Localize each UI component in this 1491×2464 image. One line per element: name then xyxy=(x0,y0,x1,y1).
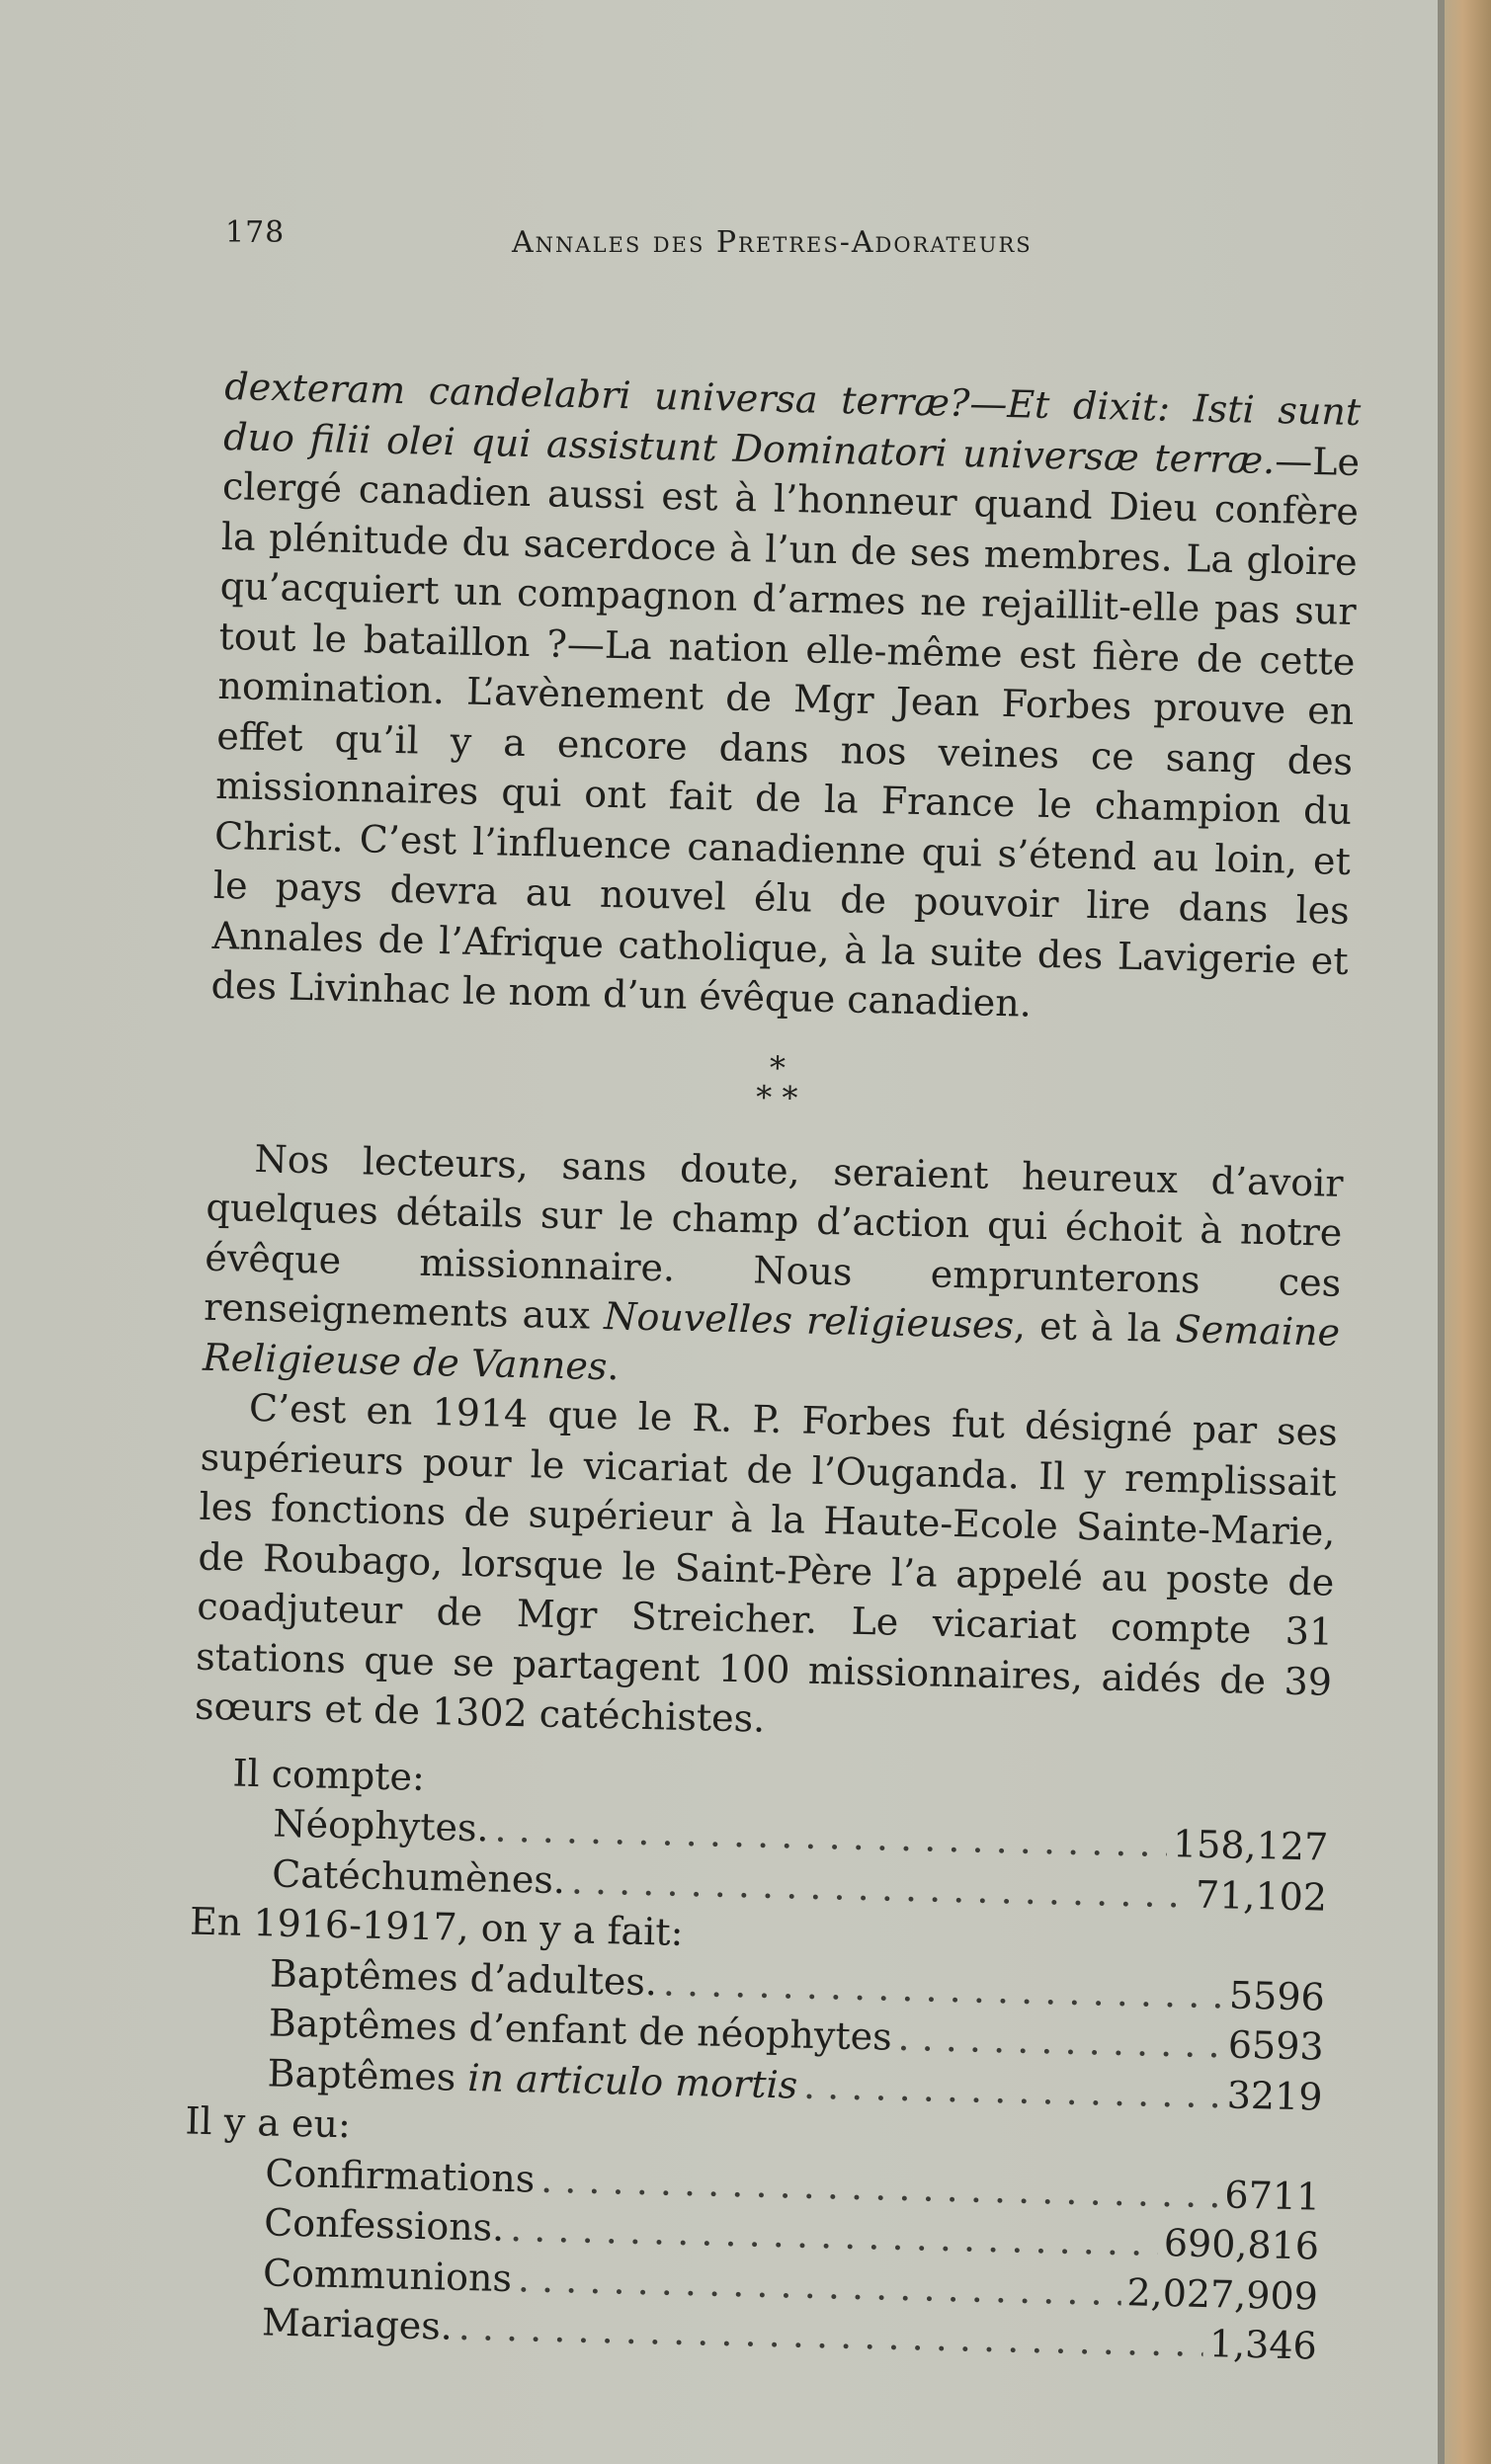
stats-row-value: 71,102 xyxy=(1195,1872,1328,1920)
stats-row-value: 2,027,909 xyxy=(1126,2269,1319,2319)
asterism-top: * xyxy=(769,1048,787,1087)
stats-row-label: Communions xyxy=(262,2250,513,2300)
asterism-bottom: * * xyxy=(755,1077,798,1116)
stats-row-value: 6593 xyxy=(1227,2022,1325,2069)
page-body xyxy=(180,362,1361,2371)
stats-row-label: Catéchumènes. xyxy=(271,1850,566,1902)
stats-row-value: 3219 xyxy=(1226,2072,1323,2119)
page-header xyxy=(225,215,1362,263)
stats-row-value: 5596 xyxy=(1228,1972,1326,2019)
paragraph-2 xyxy=(203,1132,1344,1408)
stats-heading-label: Il y a eu: xyxy=(185,2098,352,2147)
source-semaine-religieuse: Semaine Religieuse de Vannes xyxy=(202,1307,1341,1388)
stats-row-label: Néophytes. xyxy=(272,1801,490,1850)
paragraph-2-text-c: . xyxy=(606,1344,620,1388)
asterism-divider xyxy=(208,1039,1346,1124)
page-edge xyxy=(1445,0,1491,2464)
stats-row-value: 1,346 xyxy=(1208,2322,1318,2368)
stats-row-label: Confessions. xyxy=(263,2200,505,2250)
paragraph-2-text-a: Nos lecteurs, sans doute, seraient heureux d’avoir quelques détails sur le champ d’action qui échoit à notre évêque missionnaire. Nous emprunterons ces renseignements aux xyxy=(203,1136,1344,1338)
running-head: Annales des Pretres-Adorateurs xyxy=(512,225,1033,260)
stats-heading-label: En 1916-1917, on y a fait: xyxy=(189,1899,684,1954)
page-number: 178 xyxy=(225,215,286,250)
paragraph-2-text-b: , et à la xyxy=(1013,1303,1177,1352)
stats-heading-label: Il compte: xyxy=(232,1751,426,1799)
stats-row-label: Baptêmes d’adultes. xyxy=(269,1950,658,2004)
source-nouvelles-religieuses: Nouvelles religieuses xyxy=(603,1293,1015,1348)
paragraph-1-text: —Le clergé canadien aussi est à l’honneur quand Dieu confère la plénitude du sacerdoce à l’un de ses membres. La gloire qu’acquiert un compagnon d’armes ne rejaillit-elle pas sur tout le bataillon ?—La nation elle-même est fière de cette nomination. L’avènement de Mgr Jean Forbes prouve en effet qu’il y a encore dans nos veines ce sang des missionnaires qui ont fait de la France le champion du Christ. C’est l’influence canadienne qui s’étend au loin, et le pays devra au nouvel élu de pouvoir lire dans les Annales de l’Afrique catholique, à la suite des Lavigerie et des Livinhac le nom d’un évêque canadien. xyxy=(210,438,1361,1026)
statistics-list xyxy=(180,1747,1329,2371)
stats-row-value: 158,127 xyxy=(1172,1822,1329,1869)
stats-row-label: Confirmations xyxy=(264,2150,536,2201)
dot-leader xyxy=(897,2012,1222,2070)
stats-row-label: Baptêmes d’enfant de néophytes xyxy=(268,2001,893,2059)
stats-row-label: Mariages. xyxy=(261,2300,454,2348)
stats-row-value: 690,816 xyxy=(1163,2221,1320,2268)
paragraph-1 xyxy=(210,362,1362,1035)
stats-row-value: 6711 xyxy=(1223,2172,1321,2219)
stats-row-label-italic: in articulo mortis xyxy=(466,2055,798,2107)
stats-row-label-prefix: Baptêmes xyxy=(267,2050,468,2099)
paragraph-3: C’est en 1914 que le R. P. Forbes fut désigné par ses supérieurs pour le vicariat de l’Ouganda. Il y remplissait les fonctions de supérieur à la Haute-Ecole Sainte-Marie, de Roubago, lorsque le Saint-Père l’a appelé au poste de coadjuteur de Mgr Streicher. Le vicariat compte 31 stations que se partagent 100 missionnaires, aidés de 39 sœurs et de 1302 catéchistes. xyxy=(194,1385,1339,1741)
latin-quotation: dexteram candelabri universa terræ?—Et dixit: Isti sunt duo filii olei qui assistunt Dominatori universæ terræ. xyxy=(222,364,1362,482)
dot-leader xyxy=(803,2060,1222,2119)
